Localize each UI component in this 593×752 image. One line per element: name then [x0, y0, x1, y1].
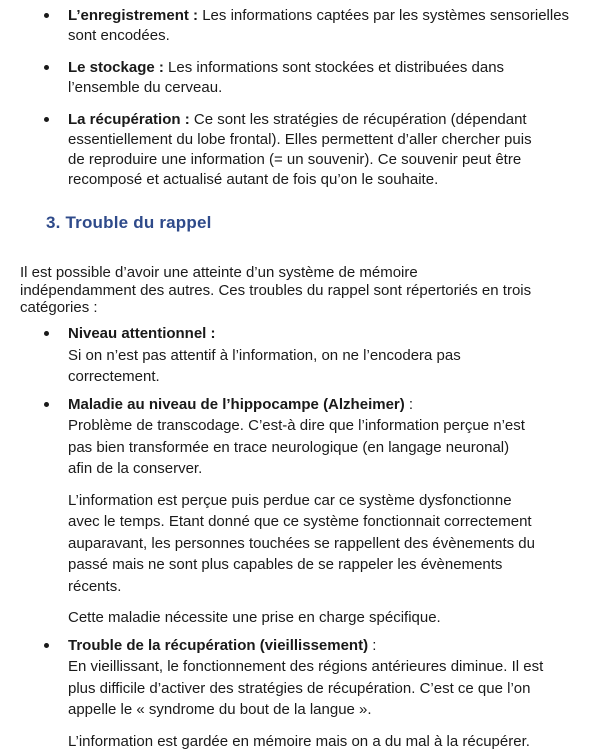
- list-item: [0, 635, 593, 752]
- category-line: pas bien transformée en trace neurologique (en langage neuronal): [68, 437, 573, 459]
- intro-line: indépendamment des autres. Ces troubles du rappel sont répertoriés en trois: [20, 282, 575, 300]
- category-term: Maladie au niveau de l’hippocampe (Alzheimer): [68, 396, 405, 413]
- recall-disorders-list: [0, 323, 593, 752]
- paragraph-line: passé mais ne sont plus capables de se rappeler les évènements: [68, 554, 573, 576]
- category-line: Si on n’est pas attentif à l’information, on ne l’encodera pas: [68, 345, 573, 367]
- bullet-icon: [44, 117, 49, 122]
- category-line: En vieillissant, le fonctionnement des régions antérieures diminue. Il est: [68, 656, 573, 678]
- step-line: l’ensemble du cerveau.: [68, 78, 573, 98]
- bullet-icon: [44, 643, 49, 648]
- section-heading: [46, 213, 212, 233]
- paragraph-line: Cette maladie nécessite une prise en charge spécifique.: [68, 607, 573, 629]
- category-paragraph: [68, 490, 573, 598]
- category-line: plus difficile d’activer des stratégies de récupération. C’est ce que l’on: [68, 678, 573, 700]
- step-term: L’enregistrement :: [68, 7, 198, 24]
- step-line: sont encodées.: [68, 26, 573, 46]
- paragraph-line: L’information est perçue puis perdue car ce système dysfonctionne: [68, 490, 573, 512]
- intro-line: Il est possible d’avoir une atteinte d’un système de mémoire: [20, 264, 575, 282]
- bullet-icon: [44, 13, 49, 18]
- intro-paragraph: [20, 264, 575, 317]
- step-line: recomposé et actualisé autant de fois qu’on le souhaite.: [68, 170, 573, 190]
- memory-steps-list: [0, 6, 593, 190]
- paragraph-line: L’information est gardée en mémoire mais on a du mal à la récupérer.: [68, 731, 573, 752]
- section-title: Trouble du rappel: [66, 213, 212, 232]
- step-term: La récupération :: [68, 111, 190, 128]
- step-line: Ce sont les stratégies de récupération (dépendant: [194, 111, 527, 128]
- category-term-suffix: :: [405, 396, 413, 413]
- bullet-icon: [44, 402, 49, 407]
- bullet-icon: [44, 65, 49, 70]
- step-line: Les informations sont stockées et distribuées dans: [168, 59, 504, 76]
- step-line: Les informations captées par les systèmes sensorielles: [202, 7, 569, 24]
- category-term: Trouble de la récupération (vieillissement): [68, 637, 368, 654]
- category-line: correctement.: [68, 366, 573, 388]
- category-paragraph: [68, 731, 573, 752]
- intro-line: catégories :: [20, 299, 575, 317]
- list-item: [0, 58, 593, 98]
- section-number: 3.: [46, 213, 61, 232]
- list-item: [0, 6, 593, 46]
- paragraph-line: avec le temps. Etant donné que ce système fonctionnait correctement: [68, 511, 573, 533]
- list-item: [0, 110, 593, 190]
- category-line: Problème de transcodage. C’est-à dire que l’information perçue n’est: [68, 415, 573, 437]
- category-line: afin de la conserver.: [68, 458, 573, 480]
- category-term: Niveau attentionnel :: [68, 325, 216, 342]
- bullet-icon: [44, 331, 49, 336]
- category-term-suffix: :: [368, 637, 376, 654]
- step-line: essentiellement du lobe frontal). Elles permettent d’aller chercher puis: [68, 130, 573, 150]
- category-line: appelle le « syndrome du bout de la langue ».: [68, 699, 573, 721]
- paragraph-line: auparavant, les personnes touchées se rappellent des évènements du: [68, 533, 573, 555]
- list-item: [0, 323, 593, 388]
- step-term: Le stockage :: [68, 59, 164, 76]
- list-item: [0, 394, 593, 629]
- step-line: de reproduire une information (= un souvenir). Ce souvenir peut être: [68, 150, 573, 170]
- category-paragraph: [68, 607, 573, 629]
- paragraph-line: récents.: [68, 576, 573, 598]
